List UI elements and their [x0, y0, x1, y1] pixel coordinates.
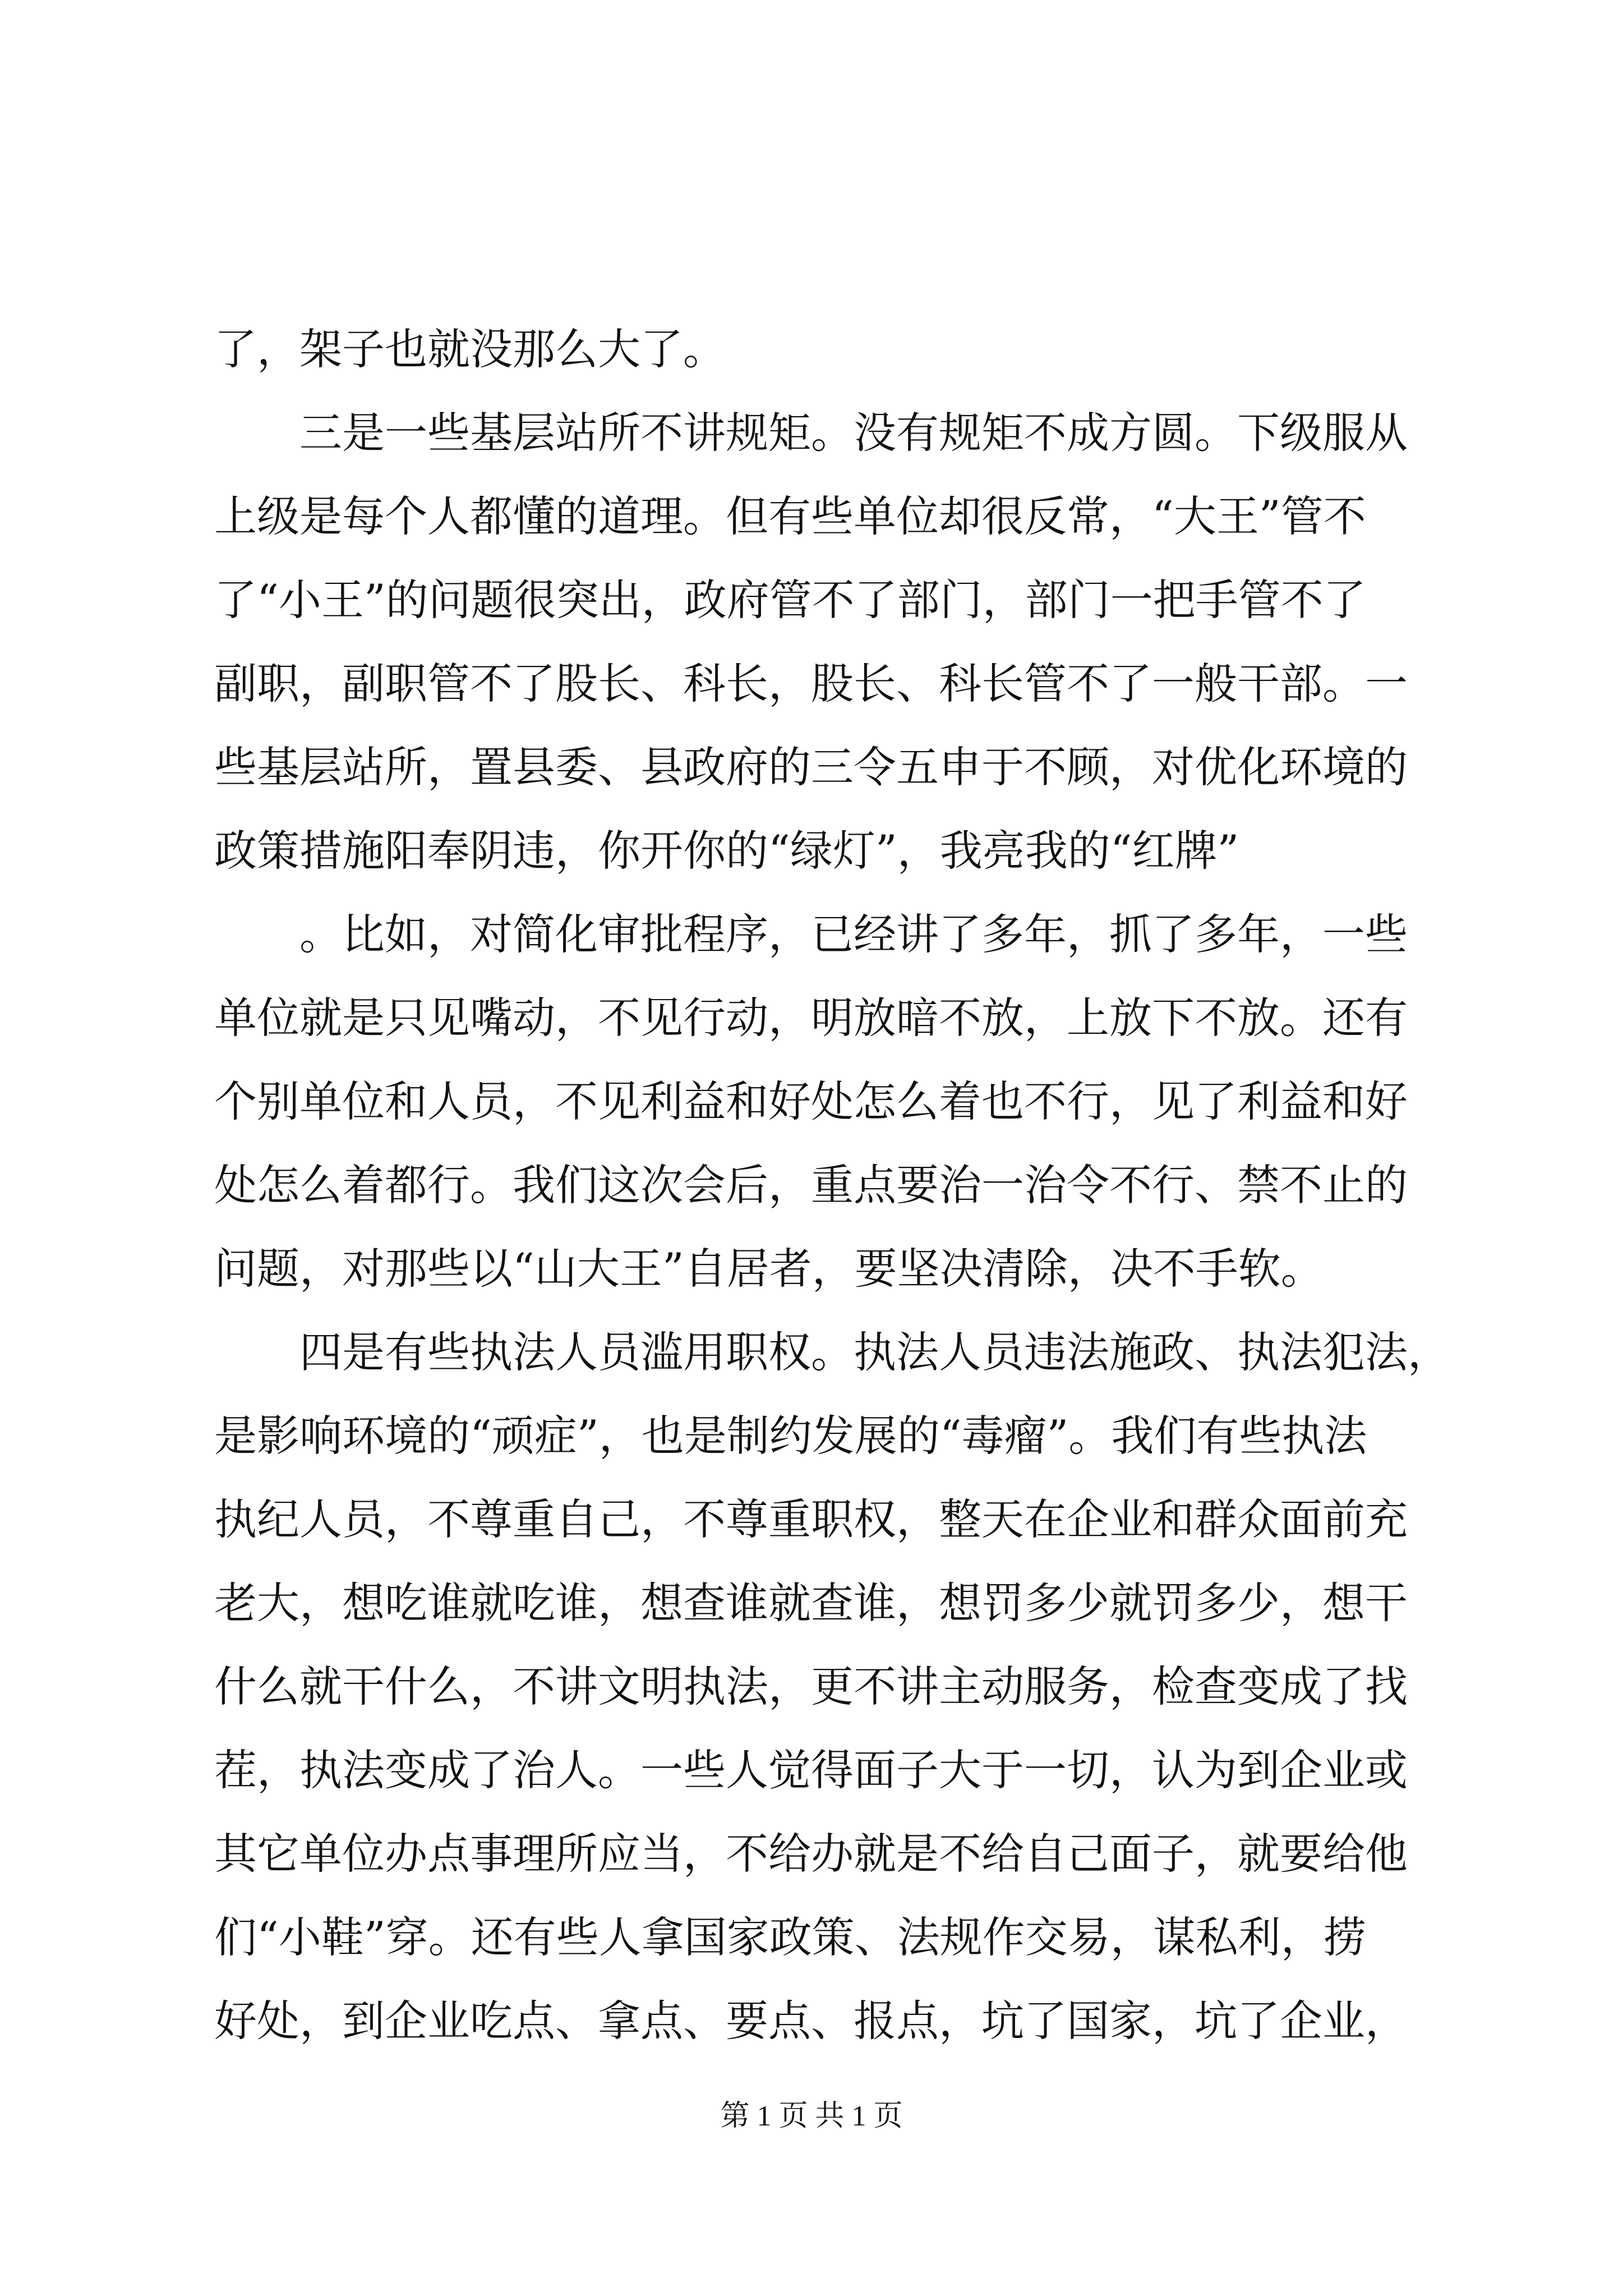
- text-line: 副职，副职管不了股长、科长，股长、科长管不了一般干部。一: [214, 659, 1408, 708]
- text-line: 是影响环境的“顽症”，也是制约发展的“毒瘤”。我们有些执法: [214, 1411, 1367, 1461]
- text-line: 们“小鞋”穿。还有些人拿国家政策、法规作交易，谋私利，捞: [214, 1912, 1366, 1962]
- text-line: 上级是每个人都懂的道理。但有些单位却很反常，“大王”管不: [214, 491, 1366, 541]
- text-line: 其它单位办点事理所应当，不给办就是不给自己面子，就要给他: [214, 1829, 1408, 1879]
- text-line: 处怎么着都行。我们这次会后，重点要治一治令不行、禁不止的: [214, 1160, 1408, 1210]
- text-line: 了，架子也就没那么大了。: [214, 324, 726, 374]
- text-line: 什么就干什么，不讲文明执法，更不讲主动服务，检查变成了找: [214, 1662, 1408, 1711]
- text-line: 四是有些执法人员滥用职权。执法人员违法施政、执法犯法，: [299, 1327, 1450, 1377]
- text-line: 政策措施阳奉阴违，你开你的“绿灯”，我亮我的“红牌”: [214, 826, 1239, 876]
- text-line: 老大，想吃谁就吃谁，想查谁就查谁，想罚多少就罚多少，想干: [214, 1578, 1408, 1628]
- text-line: 三是一些基层站所不讲规矩。没有规矩不成方圆。下级服从: [299, 408, 1408, 458]
- text-line: 。比如，对简化审批程序，已经讲了多年，抓了多年，一些: [299, 909, 1408, 959]
- text-line: 个别单位和人员，不见利益和好处怎么着也不行，见了利益和好: [214, 1076, 1408, 1126]
- text-line: 单位就是只见嘴动，不见行动，明放暗不放，上放下不放。还有: [214, 993, 1408, 1043]
- text-line: 执纪人员，不尊重自己，不尊重职权，整天在企业和群众面前充: [214, 1494, 1408, 1544]
- text-line: 茬，执法变成了治人。一些人觉得面子大于一切，认为到企业或: [214, 1745, 1408, 1795]
- text-line: 问题，对那些以“山大王”自居者，要坚决清除，决不手软。: [214, 1244, 1324, 1294]
- text-line: 好处，到企业吃点、拿点、要点、报点，坑了国家，坑了企业，: [214, 1996, 1408, 2046]
- page-footer: 第 1 页 共 1 页: [720, 2100, 903, 2132]
- text-line: 些基层站所，置县委、县政府的三令五申于不顾，对优化环境的: [214, 742, 1408, 792]
- text-line: 了“小王”的问题很突出，政府管不了部门，部门一把手管不了: [214, 575, 1366, 625]
- document-body: [214, 307, 1450, 2063]
